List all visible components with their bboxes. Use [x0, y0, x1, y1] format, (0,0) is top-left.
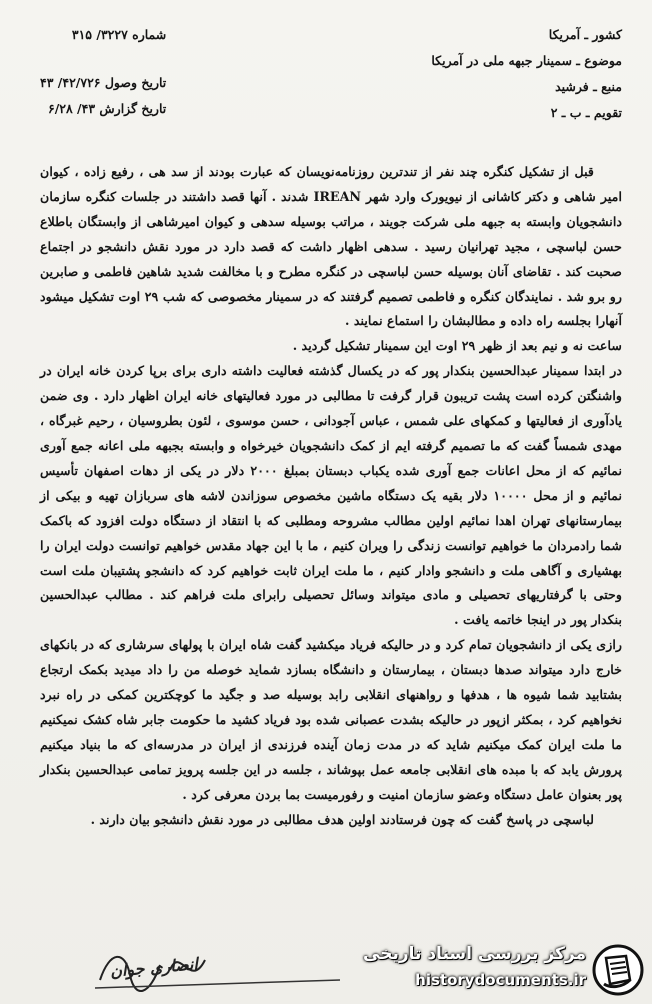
body-paragraph: در ابتدا سمینار عبدالحسین بنکدار پور که در یکسال گذشته فعالیت داشته داری برای برپا کردن خانه ایران در واشنگتن کرده است پشت تریبون قرار گرفت تا مطالبی در مورد فعالیتهای خانه ایران اظهار دارد . وی ضمن یادآوری از فعالیتها و کمکهای علی شمس ، عباس آجودانی ، حسن موسوی ، لئون بطروسیان ، رحیم غبرگاه ، مهدی شمساً گفت که ما تصمیم گرفته ایم از کمک دانشجویان خیرخواه و وابسته بجبهه ملی اعانه جمع آوری نمائیم که از محل اعانات جمع آوری شده یکباب دبستان بمبلغ ۲۰۰۰ دلار در یکی از دهات اصفهان تأسیس نمائیم و از محل ۱۰۰۰۰ دلار بقیه یک دستگاه ماشین مخصوص سوزاندن لاشه های سربازان تهیه و بیکی از بیمارستانهای تهران اهدا نمائیم اولین مطالب مشروحه ومطلبی که با انتقاد از دستگاه دولت افزود که باکمک شما رادمردان ما خواهیم توانست زندگی را ویران کنیم ، ما با این جهاد مقدس خواهیم توانست دولت ایران را بهشیاری و آگاهی ملت و دانشجو وادار کنیم ، ما ملت ایران ثابت خواهیم کرد که دانشجو پشتیبان ملت است وحتی با گرفتاریهای تحصیلی و مادی میتواند وسائل تحصیلی رابرای ملت فراهم کند . مطالب عبدالحسین بنکدار پور در اینجا خاتمه یافت .: [40, 363, 622, 628]
document-header-meta: [431, 22, 622, 126]
watermark-logo: [344, 938, 644, 1000]
body-paragraph: رازی یکی از دانشجویان تمام کرد و در حالیکه فریاد میکشید گفت شاه ایران با پولهای سرشاری که در بانکهای خارج دارد میتواند صدها دبستان ، بیمارستان و دانشگاه بسازد شماید خوصله من را داد میدید بکمک ارتجاع بشتابید شما شیوه ها ، هدفها و رواهنهای انقلابی رابد بوسیله صد و جگید ما کوچکترین کمکی در راه نبرد نخواهیم کرد ، بمکثر ازپور در حالیکه بشدت عصبانی شده بود فریاد کشید ما حکومت جابر شاه کشک نمیکنیم ما ملت ایران کمک میکنیم شاید که در مدت زمان آینده فرزندی از ایران در مدرسه‌ای که ما بنیاد میکنیم پرورش یابد که با مبده های انقلابی جامعه عمل بپوشاند ، جلسه در این جلسه پرویز تمامی عبدالحسین بنکدار پور بعنوان عامل دستگاه وعضو سازمان امنیت و رفورمیست بما بردن معرفی کرد .: [40, 637, 622, 802]
body-paragraph: قبل از تشکیل کنگره چند نفر از تندترین روزنامه‌نویسان که عبارت بودند از سد هی ، رفیع زاده ، کیوان امیر شاهی و دکتر کاشانی از نیویورک وارد شهر IREAN شدند . آنها قصد داشتند در جلسات کنگره سازمان دانشجویان وابسته به جبهه ملی شرکت جویند ، مراتب بوسیله سدهی و کیوان امیرشاهی از وابستگان باطلاع حسن لباسچی ، مجید تهرانیان رسید . سدهی اظهار داشت که قصد دارد در مورد نقش دانشجو در اجتماع صحبت کند . تقاضای آنان بوسیله حسن لباسچی در کنگره مطرح و با مخالفت شدید شاهین فاطمی و صابرین رو برو شد . نمایندگان کنگره و فاطمی تصمیم گرفتند که در سمینار مخصوصی که شب ۲۹ اوت تشکیل میشود آنهارا بجلسه راه داده و مطالبشان را استماع نمایند .: [40, 164, 622, 329]
document-body: [40, 160, 622, 832]
header-subject: موضوع ـ سمینار جبهه ملی در آمریکا: [431, 53, 622, 68]
logo-persian-text: مرکز بررسی اسناد تاریخی: [363, 944, 586, 964]
signature: [90, 940, 350, 1000]
scroll-document-icon: [592, 944, 644, 996]
receipt-date: تاریخ وصول ۴۲/۷۲۶/ ۴۳: [40, 75, 167, 90]
signature-name: انصاری جوان: [109, 954, 199, 981]
report-date: تاریخ گزارش ۴۳/ ۶/۲۸: [47, 101, 167, 116]
document-header-ref: [40, 22, 166, 122]
reference-number: شماره ۳۲۲۷/ ۳۱۵: [71, 27, 167, 42]
logo-url: historydocuments.ir: [415, 971, 586, 989]
header-rating: تقویم ـ ب ـ ۲: [550, 105, 622, 120]
body-paragraph: لباسچی در پاسخ گفت که چون فرستادند اولین هدف مطالبی در مورد نقش دانشجو بیان دارند .: [90, 811, 594, 827]
header-country: کشور ـ آمریکا: [548, 27, 622, 42]
body-paragraph: ساعت نه و نیم بعد از ظهر ۲۹ اوت این سمینار تشکیل گردید .: [292, 338, 622, 354]
header-source: منبع ـ فرشید: [555, 79, 622, 94]
